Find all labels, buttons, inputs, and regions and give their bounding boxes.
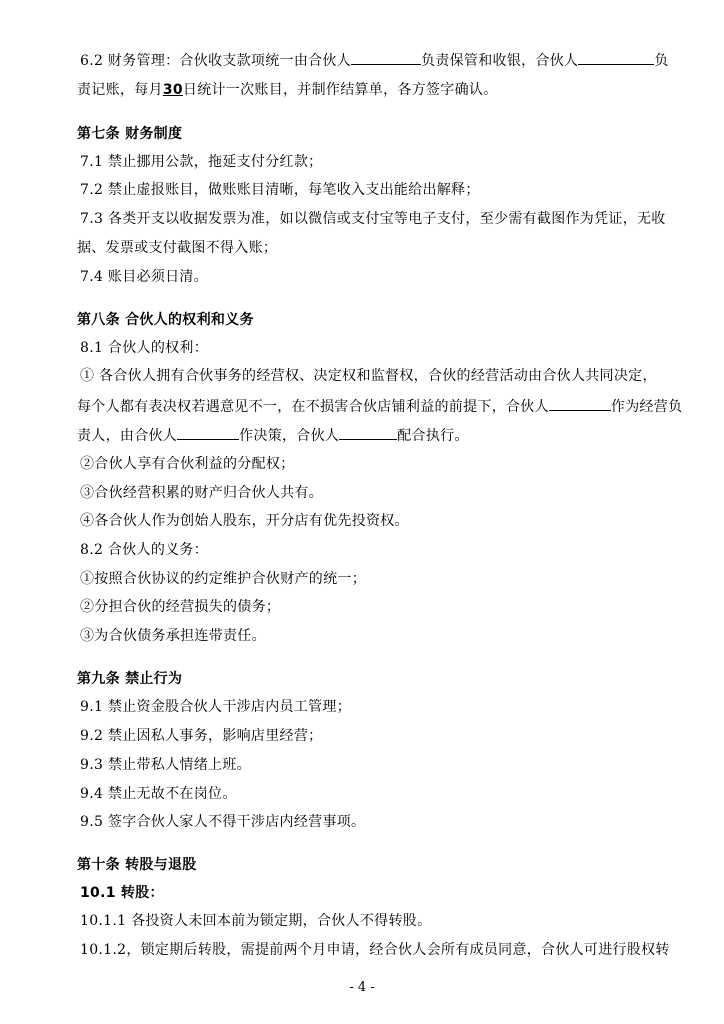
clause-9-2: 9.2 禁止因私人事务，影响店里经营； <box>80 728 323 744</box>
duty-3: ③为合伙债务承担连带责任。 <box>80 628 266 644</box>
day-value: 30 <box>162 82 183 98</box>
clause-7-4: 7.4 账目必须日清。 <box>80 269 209 285</box>
article-10-title: 第十条 转股与退股 <box>77 857 197 873</box>
article-8-title: 第八条 合伙人的权利和义务 <box>77 312 254 328</box>
clause-10-1-1: 10.1.1 各投资人未回本前为锁定期，合伙人不得转股。 <box>80 913 432 929</box>
clause-9-1: 9.1 禁止资金股合伙人干涉店内员工管理； <box>80 699 352 715</box>
article-7-title: 第七条 财务制度 <box>77 126 183 142</box>
right-4: ④各合伙人作为创始人股东，开分店有优先投资权。 <box>80 513 409 529</box>
clause-9-4: 9.4 禁止无故不在岗位。 <box>80 786 237 802</box>
blank-field[interactable] <box>177 425 239 440</box>
clause-9-3: 9.3 禁止带私人情绪上班。 <box>80 757 251 773</box>
clause-7-3-line-1: 7.3 各类开支以收据发票为准，如以微信或支付宝等电子支付，至少需有截图作为凭证，无收 <box>80 211 666 227</box>
right-1-line-3: 责人，由合伙人 作决策，合伙人 配合执行。 <box>77 425 677 446</box>
clause-10-1-title: 10.1 转股： <box>80 885 164 901</box>
right-1-line-1: ① 各合伙人拥有合伙事务的经营权、决定权和监督权，合伙的经营活动由合伙人共同决定， <box>80 368 657 384</box>
clause-10-1-2: 10.1.2，锁定期后转股，需提前两个月申请，经合伙人会所有成员同意，合伙人可进行股权转 <box>80 942 670 958</box>
duty-2: ②分担合伙的经营损失的债务； <box>80 599 281 615</box>
clause-7-1: 7.1 禁止挪用公款，拖延支付分红款； <box>80 154 323 170</box>
right-3: ③合伙经营积累的财产归合伙人共有。 <box>80 485 324 501</box>
blank-field[interactable] <box>549 396 611 411</box>
clause-8-1-title: 8.1 合伙人的权利： <box>80 340 209 356</box>
clause-6-2-line-1: 6.2 财务管理：合伙收支款项统一由合伙人 负责保管和收银，合伙人 负 <box>80 50 680 71</box>
clause-9-5: 9.5 签字合伙人家人不得干涉店内经营事项。 <box>80 814 366 830</box>
clause-7-3-line-2: 据、发票或支付截图不得入账； <box>77 240 278 256</box>
blank-field[interactable] <box>578 50 654 65</box>
blank-field[interactable] <box>339 425 397 440</box>
right-1-line-2: 每个人都有表决权若遇意见不一，在不损害合伙店铺利益的前提下，合伙人 作为经营负 <box>77 396 677 417</box>
article-9-title: 第九条 禁止行为 <box>77 671 183 687</box>
clause-7-2: 7.2 禁止虚报账目，做账账目清晰，每笔收入支出能给出解释； <box>80 182 480 198</box>
blank-field[interactable] <box>351 50 421 65</box>
duty-1: ①按照合伙协议的约定维护合伙财产的统一； <box>80 571 366 587</box>
right-2: ②合伙人享有合伙利益的分配权； <box>80 456 295 472</box>
clause-6-2-line-2: 责记账，每月30日统计一次账目，并制作结算单，各方签字确认。 <box>77 82 498 98</box>
page-number: - 4 - <box>349 980 375 995</box>
clause-8-2-title: 8.2 合伙人的义务： <box>80 542 209 558</box>
